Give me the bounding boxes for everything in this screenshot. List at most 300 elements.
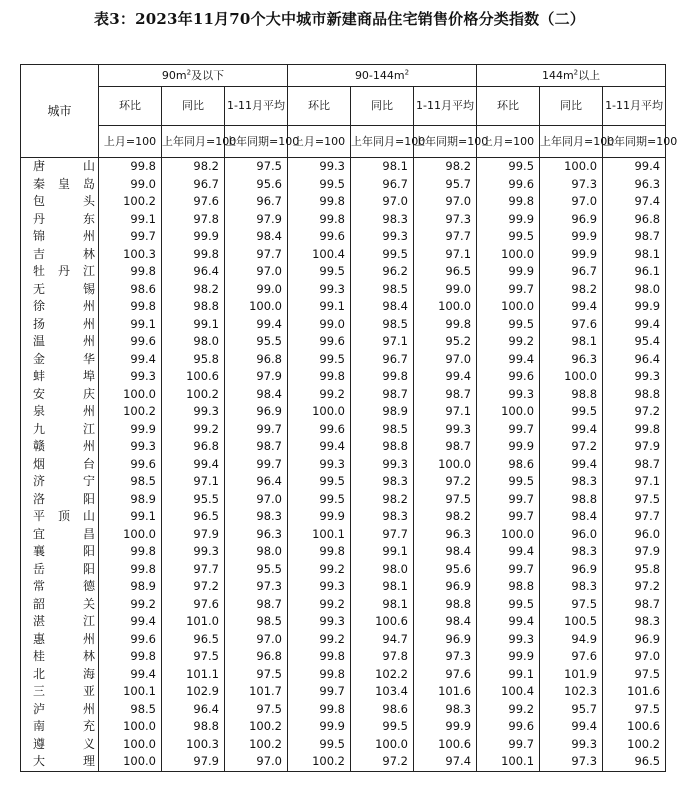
index-value-cell: 99.4	[477, 351, 540, 369]
base-header-avg: 上年同期=100	[225, 126, 288, 158]
table-row	[21, 386, 666, 404]
index-value-cell: 98.3	[540, 473, 603, 491]
city-cell	[21, 613, 99, 631]
city-name: 丹 东	[33, 211, 95, 226]
city-name: 常 德	[33, 579, 95, 593]
index-value-cell: 97.3	[225, 578, 288, 596]
index-value-cell: 101.6	[603, 683, 666, 701]
index-value-cell: 99.7	[99, 228, 162, 246]
index-value-cell: 98.1	[603, 246, 666, 264]
city-cell	[21, 386, 99, 404]
index-value-cell: 97.3	[540, 176, 603, 194]
index-value-cell: 98.7	[414, 438, 477, 456]
index-value-cell: 102.9	[162, 683, 225, 701]
city-name: 赣 州	[33, 439, 95, 453]
index-value-cell: 99.2	[99, 596, 162, 614]
base-header-mom: 上月=100	[288, 126, 351, 158]
table-row	[21, 246, 666, 264]
city-cell	[21, 263, 99, 281]
table-row	[21, 543, 666, 561]
index-value-cell: 95.8	[603, 561, 666, 579]
index-value-cell: 99.6	[99, 333, 162, 351]
index-value-cell: 100.5	[540, 613, 603, 631]
index-value-cell: 103.4	[351, 683, 414, 701]
index-value-cell: 98.1	[351, 596, 414, 614]
index-value-cell: 97.2	[603, 578, 666, 596]
index-value-cell: 99.5	[288, 736, 351, 754]
index-value-cell: 97.0	[225, 631, 288, 649]
table-row	[21, 736, 666, 754]
city-cell	[21, 578, 99, 596]
index-value-cell: 100.2	[99, 193, 162, 211]
index-value-cell: 97.5	[603, 701, 666, 719]
index-value-cell: 97.9	[603, 543, 666, 561]
index-value-cell: 98.2	[162, 158, 225, 176]
city-name: 吉 林	[33, 246, 95, 261]
index-value-cell: 99.7	[288, 683, 351, 701]
index-value-cell: 96.9	[603, 631, 666, 649]
index-value-cell: 99.6	[477, 368, 540, 386]
city-name: 烟 台	[33, 456, 95, 471]
index-value-cell: 99.1	[351, 543, 414, 561]
city-cell	[21, 193, 99, 211]
city-name: 桂 林	[33, 649, 95, 663]
index-value-cell: 98.8	[162, 298, 225, 316]
city-cell	[21, 368, 99, 386]
table-row	[21, 351, 666, 369]
index-value-cell: 100.6	[162, 368, 225, 386]
index-value-cell: 96.9	[414, 631, 477, 649]
base-header-yoy: 上年同月=100	[162, 126, 225, 158]
city-cell	[21, 456, 99, 474]
index-value-cell: 99.4	[540, 421, 603, 439]
index-value-cell: 96.5	[162, 508, 225, 526]
index-value-cell: 97.0	[225, 491, 288, 509]
index-value-cell: 98.5	[99, 701, 162, 719]
index-value-cell: 99.1	[162, 316, 225, 334]
index-value-cell: 99.4	[540, 456, 603, 474]
index-value-cell: 99.9	[477, 263, 540, 281]
index-value-cell: 98.7	[414, 386, 477, 404]
table-row	[21, 316, 666, 334]
index-value-cell: 96.5	[603, 753, 666, 771]
index-value-cell: 100.0	[477, 298, 540, 316]
city-name: 北 海	[33, 666, 95, 681]
index-value-cell: 99.8	[288, 543, 351, 561]
index-value-cell: 98.6	[351, 701, 414, 719]
index-value-cell: 97.9	[225, 368, 288, 386]
index-value-cell: 97.6	[162, 596, 225, 614]
index-value-cell: 97.6	[162, 193, 225, 211]
index-value-cell: 96.7	[225, 193, 288, 211]
index-value-cell: 99.4	[414, 368, 477, 386]
index-value-cell: 98.3	[540, 578, 603, 596]
index-value-cell: 99.5	[351, 718, 414, 736]
table-row	[21, 176, 666, 194]
city-cell	[21, 491, 99, 509]
index-value-cell: 98.7	[603, 228, 666, 246]
index-value-cell: 100.0	[540, 158, 603, 176]
city-name: 牡 丹 江	[33, 264, 95, 278]
index-value-cell: 99.8	[99, 543, 162, 561]
index-value-cell: 96.4	[225, 473, 288, 491]
index-value-cell: 98.3	[351, 508, 414, 526]
index-value-cell: 97.2	[540, 438, 603, 456]
index-value-cell: 100.1	[99, 683, 162, 701]
index-value-cell: 98.5	[351, 281, 414, 299]
index-value-cell: 99.2	[162, 421, 225, 439]
index-value-cell: 99.8	[414, 316, 477, 334]
city-name: 泉 州	[33, 404, 95, 418]
city-cell	[21, 561, 99, 579]
city-name: 无 锡	[33, 281, 95, 296]
city-name: 襄 阳	[33, 544, 95, 558]
index-value-cell: 100.0	[225, 298, 288, 316]
index-value-cell: 96.8	[225, 648, 288, 666]
sub-header-avg: 1-11月平均	[225, 87, 288, 126]
index-value-cell: 99.1	[99, 316, 162, 334]
index-value-cell: 99.5	[288, 491, 351, 509]
base-header-avg: 上年同期=100	[603, 126, 666, 158]
index-value-cell: 100.4	[288, 246, 351, 264]
index-value-cell: 97.0	[603, 648, 666, 666]
index-value-cell: 100.2	[603, 736, 666, 754]
index-value-cell: 98.7	[225, 596, 288, 614]
index-value-cell: 99.3	[288, 578, 351, 596]
city-name: 安 庆	[33, 386, 95, 401]
index-value-cell: 97.5	[225, 666, 288, 684]
index-value-cell: 98.4	[351, 298, 414, 316]
index-value-cell: 99.0	[288, 316, 351, 334]
index-value-cell: 98.2	[414, 508, 477, 526]
table-row	[21, 596, 666, 614]
index-value-cell: 99.9	[477, 438, 540, 456]
index-value-cell: 96.4	[162, 701, 225, 719]
index-value-cell: 98.3	[414, 701, 477, 719]
index-value-cell: 99.4	[540, 718, 603, 736]
index-value-cell: 97.3	[414, 211, 477, 229]
table-row	[21, 578, 666, 596]
index-value-cell: 97.4	[414, 753, 477, 771]
city-cell	[21, 211, 99, 229]
city-cell	[21, 228, 99, 246]
table-row	[21, 456, 666, 474]
index-value-cell: 98.2	[414, 158, 477, 176]
index-value-cell: 101.0	[162, 613, 225, 631]
index-value-cell: 97.5	[225, 158, 288, 176]
table-row	[21, 368, 666, 386]
city-name: 大 理	[33, 754, 95, 768]
index-value-cell: 97.6	[540, 648, 603, 666]
index-value-cell: 99.3	[351, 228, 414, 246]
table-row	[21, 438, 666, 456]
index-value-cell: 101.9	[540, 666, 603, 684]
index-value-cell: 97.2	[603, 403, 666, 421]
index-value-cell: 98.8	[162, 718, 225, 736]
index-value-cell: 101.6	[414, 683, 477, 701]
index-value-cell: 99.8	[288, 368, 351, 386]
index-value-cell: 99.8	[99, 263, 162, 281]
index-value-cell: 99.8	[288, 648, 351, 666]
table-row	[21, 561, 666, 579]
index-value-cell: 99.3	[288, 613, 351, 631]
index-value-cell: 100.2	[162, 386, 225, 404]
index-value-cell: 95.5	[225, 333, 288, 351]
city-cell	[21, 753, 99, 771]
city-name: 蚌 埠	[33, 369, 95, 383]
index-value-cell: 99.8	[288, 193, 351, 211]
index-value-cell: 96.7	[351, 351, 414, 369]
index-value-cell: 97.7	[162, 561, 225, 579]
index-value-cell: 99.2	[288, 561, 351, 579]
city-name: 九 江	[33, 421, 95, 436]
index-value-cell: 100.0	[99, 386, 162, 404]
index-value-cell: 99.4	[477, 613, 540, 631]
index-value-cell: 98.2	[162, 281, 225, 299]
index-value-cell: 98.8	[540, 386, 603, 404]
index-value-cell: 95.7	[414, 176, 477, 194]
index-value-cell: 99.5	[288, 351, 351, 369]
index-value-cell: 100.3	[99, 246, 162, 264]
city-name: 泸 州	[33, 701, 95, 716]
index-value-cell: 97.4	[603, 193, 666, 211]
index-value-cell: 96.9	[414, 578, 477, 596]
index-value-cell: 97.2	[351, 753, 414, 771]
index-value-cell: 99.0	[225, 281, 288, 299]
table-row	[21, 648, 666, 666]
index-value-cell: 98.9	[99, 578, 162, 596]
city-name: 韶 关	[33, 596, 95, 611]
index-value-cell: 97.0	[414, 351, 477, 369]
index-value-cell: 100.0	[99, 753, 162, 771]
index-value-cell: 97.7	[351, 526, 414, 544]
index-value-cell: 97.0	[225, 263, 288, 281]
index-value-cell: 99.5	[477, 228, 540, 246]
base-header-mom: 上月=100	[477, 126, 540, 158]
index-value-cell: 100.2	[288, 753, 351, 771]
index-value-cell: 98.4	[225, 228, 288, 246]
index-value-cell: 98.4	[225, 386, 288, 404]
index-value-cell: 95.5	[162, 491, 225, 509]
index-value-cell: 99.4	[603, 316, 666, 334]
index-value-cell: 97.9	[225, 211, 288, 229]
index-value-cell: 99.4	[162, 456, 225, 474]
index-value-cell: 98.7	[603, 596, 666, 614]
index-value-cell: 94.9	[540, 631, 603, 649]
index-value-cell: 98.5	[351, 421, 414, 439]
index-value-cell: 97.0	[225, 753, 288, 771]
sub-header-mom: 环比	[477, 87, 540, 126]
index-value-cell: 94.7	[351, 631, 414, 649]
city-cell	[21, 281, 99, 299]
city-name: 惠 州	[33, 631, 95, 646]
index-value-cell: 99.9	[540, 246, 603, 264]
city-cell	[21, 421, 99, 439]
index-value-cell: 97.5	[225, 701, 288, 719]
city-name: 温 州	[33, 334, 95, 348]
index-value-cell: 99.6	[477, 718, 540, 736]
sub-header-mom: 环比	[99, 87, 162, 126]
index-value-cell: 99.8	[99, 298, 162, 316]
base-header-yoy: 上年同月=100	[540, 126, 603, 158]
index-value-cell: 97.5	[540, 596, 603, 614]
table-row	[21, 158, 666, 176]
index-value-cell: 99.1	[99, 211, 162, 229]
index-value-cell: 99.3	[99, 438, 162, 456]
index-value-cell: 98.6	[477, 456, 540, 474]
index-value-cell: 99.3	[99, 368, 162, 386]
index-value-cell: 99.3	[540, 736, 603, 754]
base-header-yoy: 上年同月=100	[351, 126, 414, 158]
city-name: 徐 州	[33, 299, 95, 313]
city-name: 湛 江	[33, 614, 95, 628]
index-value-cell: 98.1	[351, 578, 414, 596]
index-value-cell: 96.8	[162, 438, 225, 456]
city-cell	[21, 526, 99, 544]
index-value-cell: 101.7	[225, 683, 288, 701]
index-value-cell: 98.8	[477, 578, 540, 596]
index-value-cell: 98.0	[351, 561, 414, 579]
table-row	[21, 683, 666, 701]
table-row	[21, 263, 666, 281]
city-cell	[21, 176, 99, 194]
city-name: 南 充	[33, 719, 95, 733]
city-cell	[21, 736, 99, 754]
index-value-cell: 99.7	[477, 281, 540, 299]
index-value-cell: 98.0	[603, 281, 666, 299]
index-value-cell: 100.1	[477, 753, 540, 771]
index-value-cell: 99.7	[225, 421, 288, 439]
index-value-cell: 98.3	[351, 211, 414, 229]
index-value-cell: 97.1	[603, 473, 666, 491]
index-value-cell: 99.7	[477, 736, 540, 754]
index-value-cell: 99.2	[288, 596, 351, 614]
index-value-cell: 96.0	[540, 526, 603, 544]
index-value-cell: 97.9	[603, 438, 666, 456]
index-value-cell: 99.8	[99, 158, 162, 176]
index-value-cell: 99.1	[99, 508, 162, 526]
index-value-cell: 99.9	[477, 648, 540, 666]
index-value-cell: 99.1	[288, 298, 351, 316]
index-value-cell: 98.3	[603, 613, 666, 631]
city-cell	[21, 298, 99, 316]
index-value-cell: 99.8	[288, 666, 351, 684]
index-value-cell: 99.3	[162, 403, 225, 421]
city-name: 岳 阳	[33, 561, 95, 576]
index-value-cell: 95.7	[540, 701, 603, 719]
index-value-cell: 99.5	[477, 473, 540, 491]
table-row	[21, 613, 666, 631]
index-value-cell: 97.6	[414, 666, 477, 684]
sub-header-avg: 1-11月平均	[414, 87, 477, 126]
index-value-cell: 99.3	[477, 386, 540, 404]
index-value-cell: 98.9	[351, 403, 414, 421]
table-row	[21, 631, 666, 649]
index-value-cell: 95.6	[414, 561, 477, 579]
table-row	[21, 526, 666, 544]
index-value-cell: 99.8	[603, 421, 666, 439]
index-value-cell: 99.4	[99, 351, 162, 369]
index-value-cell: 99.2	[477, 333, 540, 351]
index-value-cell: 100.2	[225, 718, 288, 736]
price-index-table	[20, 64, 678, 772]
index-value-cell: 99.9	[540, 228, 603, 246]
sub-header-yoy: 同比	[540, 87, 603, 126]
index-value-cell: 98.8	[603, 386, 666, 404]
index-value-cell: 97.6	[540, 316, 603, 334]
index-value-cell: 97.2	[414, 473, 477, 491]
city-name: 济 宁	[33, 474, 95, 488]
table-row	[21, 228, 666, 246]
index-value-cell: 98.4	[414, 543, 477, 561]
city-cell	[21, 351, 99, 369]
index-value-cell: 96.8	[225, 351, 288, 369]
index-value-cell: 100.0	[477, 246, 540, 264]
index-value-cell: 95.5	[225, 561, 288, 579]
city-name: 锦 州	[33, 229, 95, 243]
city-cell	[21, 683, 99, 701]
index-value-cell: 99.7	[225, 456, 288, 474]
city-name: 三 亚	[33, 684, 95, 698]
index-value-cell: 99.4	[603, 158, 666, 176]
city-column-header: 城市	[21, 65, 99, 158]
index-value-cell: 100.4	[477, 683, 540, 701]
index-value-cell: 96.1	[603, 263, 666, 281]
city-cell	[21, 333, 99, 351]
table-body	[21, 158, 666, 772]
index-value-cell: 97.1	[351, 333, 414, 351]
city-cell	[21, 718, 99, 736]
index-value-cell: 100.0	[414, 456, 477, 474]
city-cell	[21, 316, 99, 334]
index-value-cell: 97.9	[162, 753, 225, 771]
index-value-cell: 98.2	[351, 491, 414, 509]
index-value-cell: 97.2	[162, 578, 225, 596]
index-value-cell: 98.1	[351, 158, 414, 176]
sub-header-yoy: 同比	[162, 87, 225, 126]
index-value-cell: 98.3	[225, 508, 288, 526]
group-header-small: $90m^2$及以下	[99, 65, 288, 87]
index-value-cell: 99.4	[540, 298, 603, 316]
table-row	[21, 403, 666, 421]
index-value-cell: 97.0	[414, 193, 477, 211]
table-row	[21, 211, 666, 229]
index-value-cell: 99.3	[288, 456, 351, 474]
index-value-cell: 97.5	[162, 648, 225, 666]
index-value-cell: 99.3	[477, 631, 540, 649]
index-value-cell: 99.5	[288, 176, 351, 194]
index-value-cell: 99.8	[477, 193, 540, 211]
table-row	[21, 193, 666, 211]
table-row	[21, 508, 666, 526]
index-value-cell: 98.7	[603, 456, 666, 474]
index-value-cell: 99.6	[288, 333, 351, 351]
index-value-cell: 99.3	[603, 368, 666, 386]
sub-header-yoy: 同比	[351, 87, 414, 126]
index-value-cell: 98.6	[99, 281, 162, 299]
index-value-cell: 98.1	[540, 333, 603, 351]
index-value-cell: 102.3	[540, 683, 603, 701]
table-row	[21, 473, 666, 491]
index-value-cell: 99.5	[477, 158, 540, 176]
base-header-mom: 上月=100	[99, 126, 162, 158]
index-value-cell: 97.7	[603, 508, 666, 526]
index-value-cell: 99.8	[99, 648, 162, 666]
index-value-cell: 95.8	[162, 351, 225, 369]
index-value-cell: 100.2	[99, 403, 162, 421]
index-value-cell: 100.0	[477, 403, 540, 421]
index-value-cell: 99.8	[351, 368, 414, 386]
